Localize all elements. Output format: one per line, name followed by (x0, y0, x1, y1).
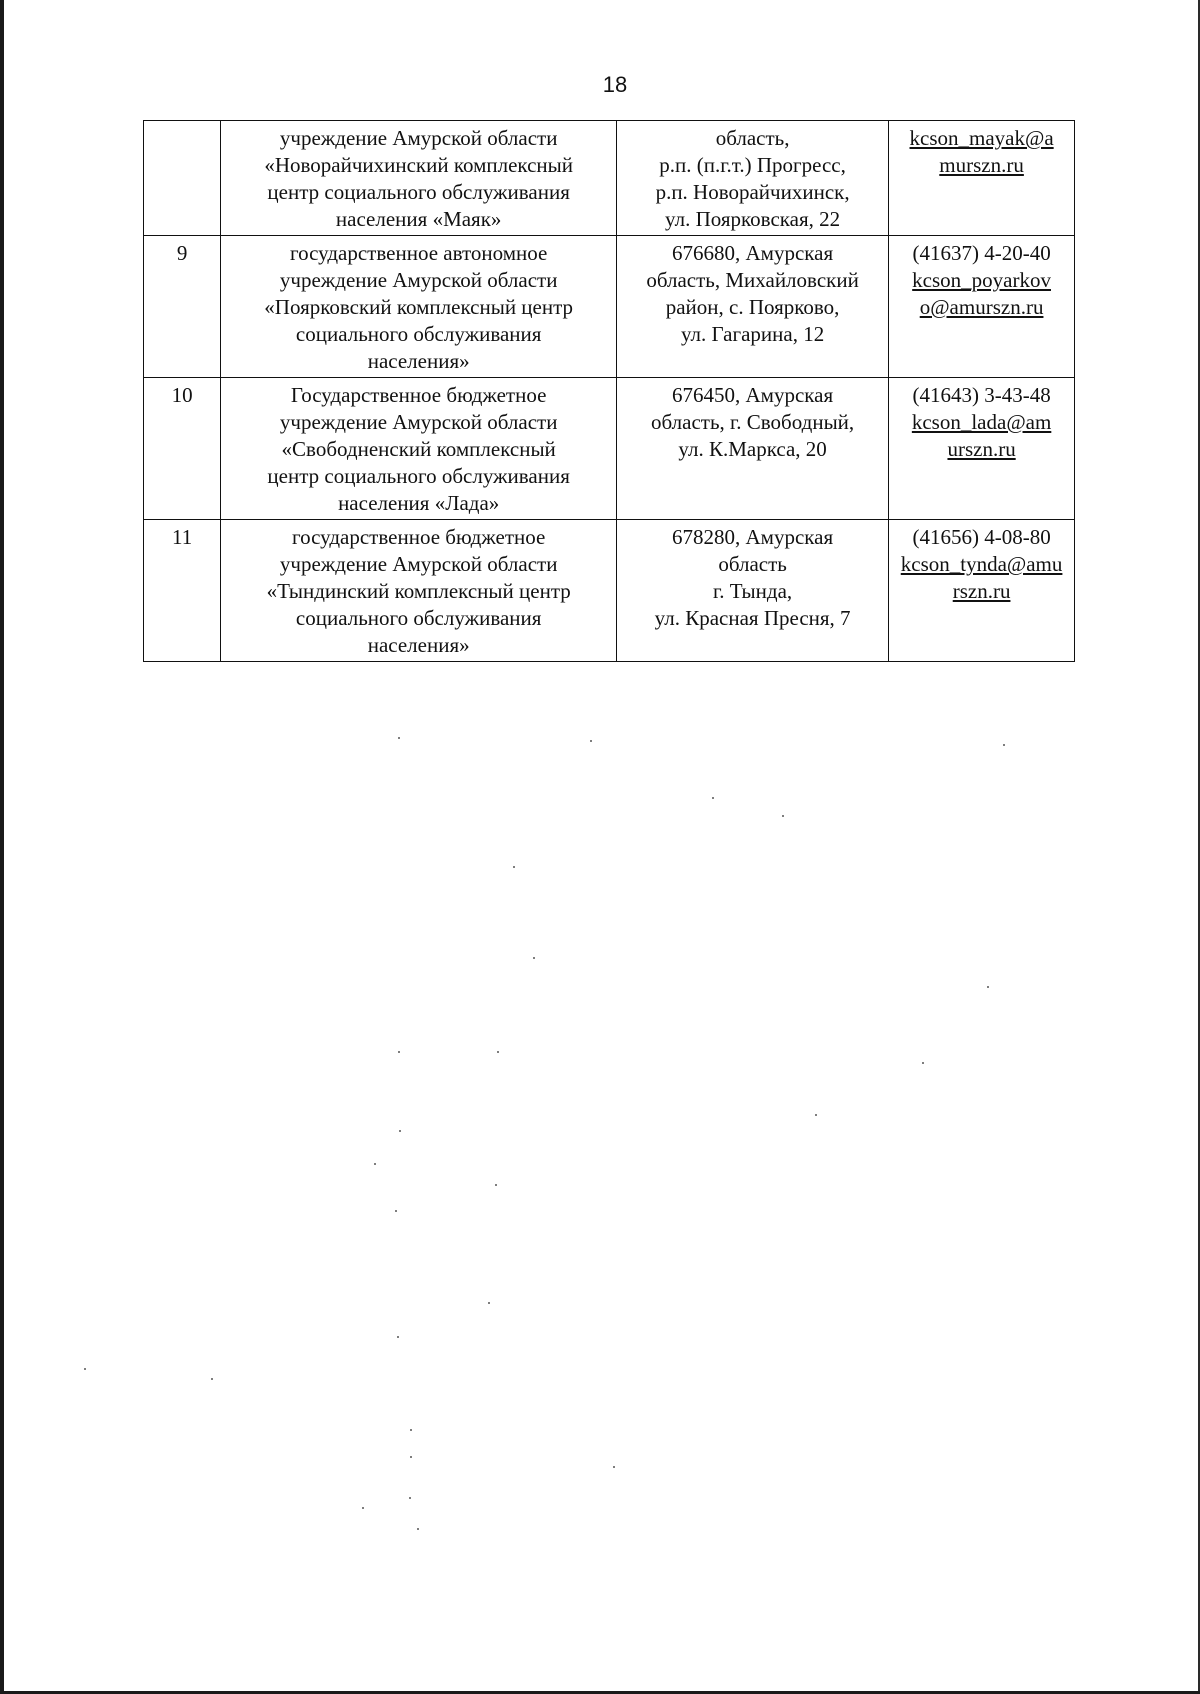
organization-name-line: государственное автономное (290, 241, 548, 265)
email-link[interactable]: kcson_lada@am (911, 410, 1052, 434)
organization-name-line: учреждение Амурской области (279, 410, 558, 434)
table-row (144, 121, 1075, 236)
address-line: 678280, Амурская (672, 525, 834, 549)
address-line: ул. Гагарина, 12 (680, 322, 825, 346)
scan-border-left (0, 0, 4, 1694)
organization-name-line: социального обслуживания (295, 606, 542, 630)
row-number: 10 (171, 383, 193, 407)
address-line: 676680, Амурская (672, 241, 834, 265)
address-line: р.п. (п.г.т.) Прогресс, (659, 153, 846, 177)
organization-name-cell (221, 121, 617, 236)
address-line: г. Тында, (713, 579, 793, 603)
organization-name-line: «Новорайчихинский комплексный (264, 153, 574, 177)
email-link[interactable]: o@amurszn.ru (919, 295, 1044, 319)
organization-name-line: государственное бюджетное (292, 525, 546, 549)
phone-number: (41656) 4-08-80 (912, 525, 1051, 549)
organizations-table (143, 120, 1075, 662)
organization-name-cell (221, 236, 617, 378)
organization-name-line: Государственное бюджетное (290, 383, 547, 407)
address-line: ул. Поярковская, 22 (665, 207, 841, 231)
address-cell (617, 378, 889, 520)
row-number-cell (144, 378, 221, 520)
address-cell (617, 121, 889, 236)
address-line: район, с. Поярково, (665, 295, 840, 319)
phone-number: (41637) 4-20-40 (912, 241, 1051, 265)
table-row (144, 236, 1075, 378)
table-row (144, 378, 1075, 520)
email-link[interactable]: urszn.ru (947, 437, 1016, 461)
contact-cell (889, 121, 1075, 236)
row-number-cell (144, 121, 221, 236)
page-number: 18 (602, 72, 628, 97)
address-line: область (718, 552, 787, 576)
address-line: ул. Красная Пресня, 7 (654, 606, 851, 630)
organization-name-line: центр социального обслуживания (267, 180, 570, 204)
address-cell (617, 520, 889, 662)
row-number: 11 (172, 525, 193, 549)
organization-name-line: населения «Маяк» (335, 207, 502, 231)
row-number: 9 (176, 241, 188, 265)
organization-name-line: учреждение Амурской области (279, 268, 558, 292)
contact-cell (889, 378, 1075, 520)
organization-name-line: социального обслуживания (295, 322, 542, 346)
organization-name-line: населения» (367, 349, 470, 373)
organization-name-line: учреждение Амурской области (279, 552, 558, 576)
organization-name-line: «Свободненский комплексный (281, 437, 556, 461)
row-number-cell (144, 520, 221, 662)
organization-name-cell (221, 378, 617, 520)
address-line: р.п. Новорайчихинск, (655, 180, 850, 204)
table-row (144, 520, 1075, 662)
organization-name-cell (221, 520, 617, 662)
contact-cell (889, 236, 1075, 378)
address-line: ул. К.Маркса, 20 (678, 437, 827, 461)
email-link[interactable]: rszn.ru (952, 579, 1011, 603)
table-body (144, 121, 1075, 662)
address-line: 676450, Амурская (672, 383, 834, 407)
contact-cell (889, 520, 1075, 662)
row-number-cell (144, 236, 221, 378)
organization-name-line: центр социального обслуживания (267, 464, 570, 488)
organization-name-line: учреждение Амурской области (279, 126, 558, 150)
organization-name-line: населения» (367, 633, 470, 657)
organization-name-line: «Тындинский комплексный центр (266, 579, 571, 603)
phone-number: (41643) 3-43-48 (912, 383, 1051, 407)
address-line: область, г. Свободный, (651, 410, 855, 434)
email-link[interactable]: murszn.ru (939, 153, 1024, 177)
email-link[interactable]: kcson_poyarkov (912, 268, 1051, 292)
address-line: область, Михайловский (646, 268, 859, 292)
email-link[interactable]: kcson_mayak@a (909, 126, 1054, 150)
organization-name-line: «Поярковский комплексный центр (264, 295, 574, 319)
email-link[interactable]: kcson_tynda@amu (900, 552, 1063, 576)
address-cell (617, 236, 889, 378)
address-line: область, (715, 126, 790, 150)
organization-name-line: населения «Лада» (338, 491, 500, 515)
